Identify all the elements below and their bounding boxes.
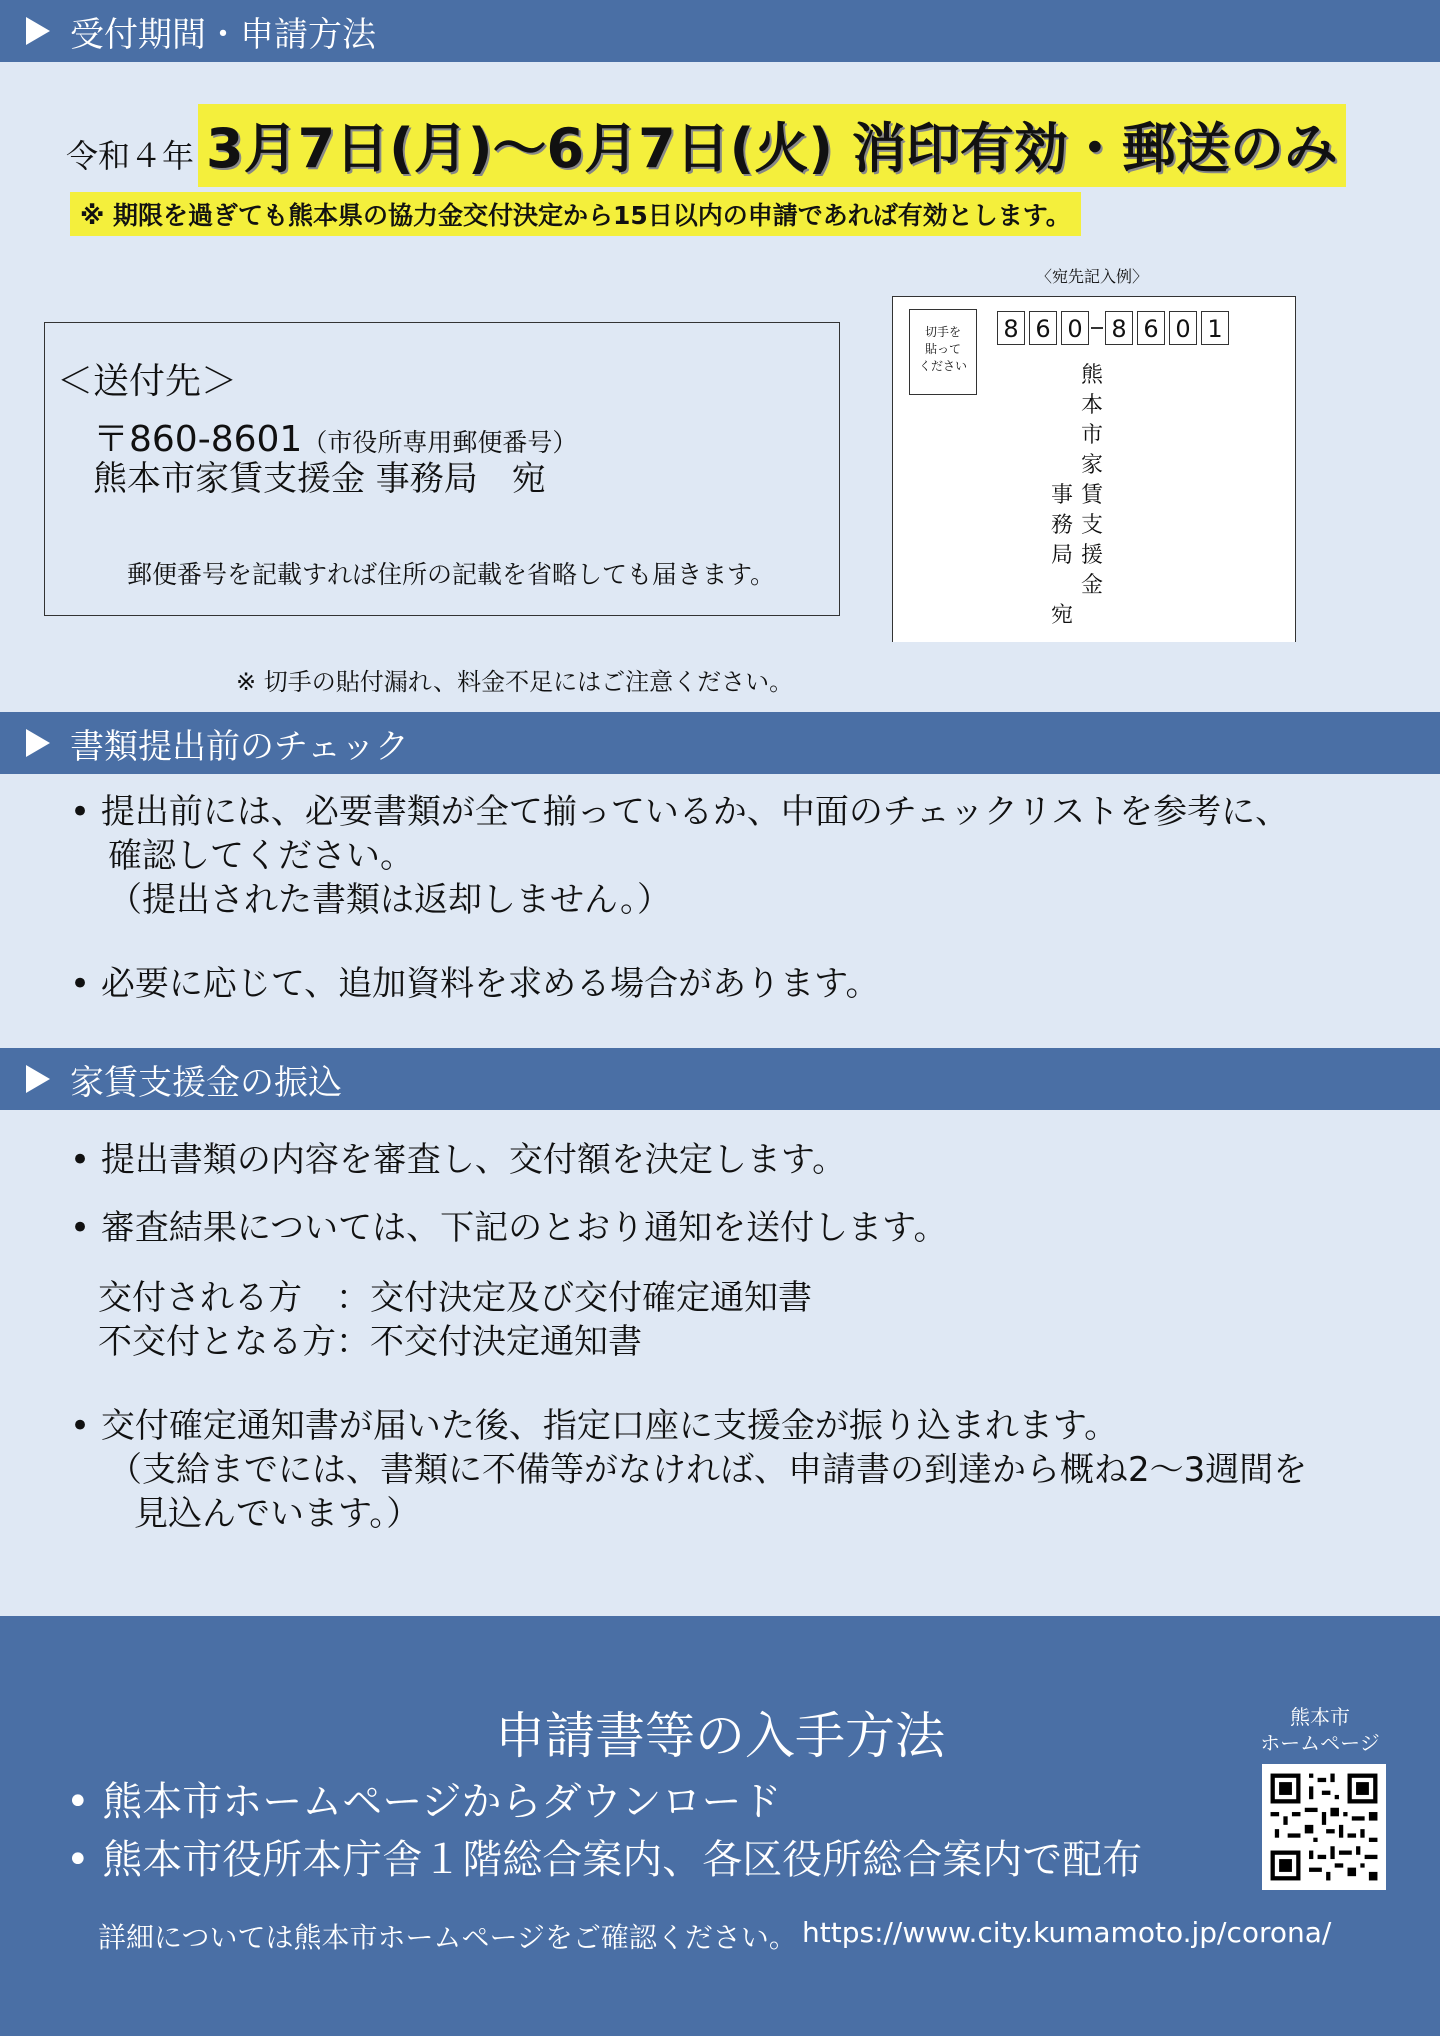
obtain-item-download: • 熊本市ホームページからダウンロード bbox=[66, 1779, 782, 1825]
postal-digit: 6 bbox=[1137, 311, 1165, 345]
triangle-icon bbox=[26, 17, 50, 45]
address-heading: ＜送付先＞ bbox=[57, 361, 238, 402]
transfer-bullet-3: • 交付確定通知書が届いた後、指定口座に支援金が振り込まれます。 bbox=[70, 1406, 1119, 1446]
postcard-example bbox=[892, 296, 1296, 642]
section-title: 受付期間・申請方法 bbox=[70, 14, 376, 55]
transfer-bullet-1: • 提出書類の内容を審査し、交付額を決定します。 bbox=[70, 1140, 847, 1180]
postal-digit: 8 bbox=[997, 311, 1025, 345]
address-footer: 郵便番号を記載すれば住所の記載を省略しても届きます。 bbox=[127, 560, 776, 589]
how-to-obtain-section bbox=[0, 1616, 1440, 2036]
date-prefix: 令和４年 bbox=[66, 137, 195, 175]
triangle-icon bbox=[26, 1065, 50, 1093]
date-range: 3月7日(月)～6月7日(火) 消印有効・郵送のみ bbox=[198, 104, 1346, 187]
postal-digit: 0 bbox=[1061, 311, 1089, 345]
qr-code-graphic bbox=[1262, 1764, 1386, 1890]
postal-digit: 1 bbox=[1201, 311, 1229, 345]
check-bullet-1-note: （提出された書類は返却しません。） bbox=[108, 880, 672, 920]
qr-caption bbox=[1250, 1704, 1390, 1756]
result-row-granted: 交付される方 ：交付決定及び交付確定通知書 bbox=[98, 1278, 812, 1318]
zip-note: （市役所専用郵便番号） bbox=[302, 428, 578, 457]
section-header-transfer bbox=[0, 1048, 1440, 1110]
triangle-icon bbox=[26, 729, 50, 757]
check-bullet-1: • 提出前には、必要書類が全て揃っているか、中面のチェックリストを参考に、 bbox=[70, 792, 1290, 832]
stamp-box bbox=[909, 309, 977, 395]
details-note: 詳細については熊本市ホームページをご確認ください。 bbox=[98, 1921, 797, 1954]
zip-code: 〒860-8601 bbox=[93, 419, 303, 460]
transfer-bullet-3-end: 見込んでいます。） bbox=[134, 1494, 421, 1534]
stamp-note: ※ 切手の貼付漏れ、料金不足にはご注意ください。 bbox=[236, 668, 794, 696]
result-row-denied: 不交付となる方：不交付決定通知書 bbox=[98, 1322, 642, 1362]
check-bullet-2: • 必要に応じて、追加資料を求める場合があります。 bbox=[70, 964, 880, 1004]
address-box bbox=[44, 322, 840, 616]
homepage-url-link[interactable]: https://www.city.kumamoto.jp/corona/ bbox=[802, 1916, 1332, 1949]
postal-digit: 6 bbox=[1029, 311, 1057, 345]
section-header-check bbox=[0, 712, 1440, 774]
qr-caption-line2: ホームページ bbox=[1260, 1731, 1380, 1755]
postal-digit: 0 bbox=[1169, 311, 1197, 345]
stamp-text: 切手を 貼って ください bbox=[918, 325, 967, 373]
example-caption: 〈宛先記入例〉 bbox=[1036, 267, 1149, 286]
qr-caption-line1: 熊本市 bbox=[1290, 1705, 1350, 1729]
section-header-application bbox=[0, 0, 1440, 62]
application-period bbox=[66, 104, 1346, 187]
vertical-recipient: 熊 本 市 家 賃 支 援 金 bbox=[1080, 363, 1103, 598]
postal-digits bbox=[997, 311, 1233, 345]
check-bullet-1-cont: 確認してください。 bbox=[108, 836, 414, 876]
deadline-note: ※ 期限を過ぎても熊本県の協力金交付決定から15日以内の申請であれば有効とします。 bbox=[70, 192, 1081, 236]
qr-code-icon[interactable] bbox=[1262, 1764, 1386, 1890]
transfer-bullet-3-cont: （支給までには、書類に不備等がなければ、申請書の到達から概ね2～3週間を bbox=[108, 1450, 1308, 1490]
postal-dash bbox=[1091, 327, 1103, 329]
obtain-item-counter: • 熊本市役所本庁舎１階総合案内、各区役所総合案内で配布 bbox=[66, 1837, 1143, 1883]
vertical-addressee: 宛 bbox=[1050, 603, 1073, 628]
vertical-office: 事 務 局 bbox=[1050, 483, 1073, 568]
postal-digit: 8 bbox=[1105, 311, 1133, 345]
section-title: 書類提出前のチェック bbox=[70, 726, 409, 767]
section-title: 家賃支援金の振込 bbox=[70, 1062, 342, 1103]
address-name: 熊本市家賃支援金 事務局 宛 bbox=[93, 459, 546, 499]
transfer-bullet-2: • 審査結果については、下記のとおり通知を送付します。 bbox=[70, 1208, 948, 1248]
obtain-title: 申請書等の入手方法 bbox=[495, 1707, 945, 1765]
